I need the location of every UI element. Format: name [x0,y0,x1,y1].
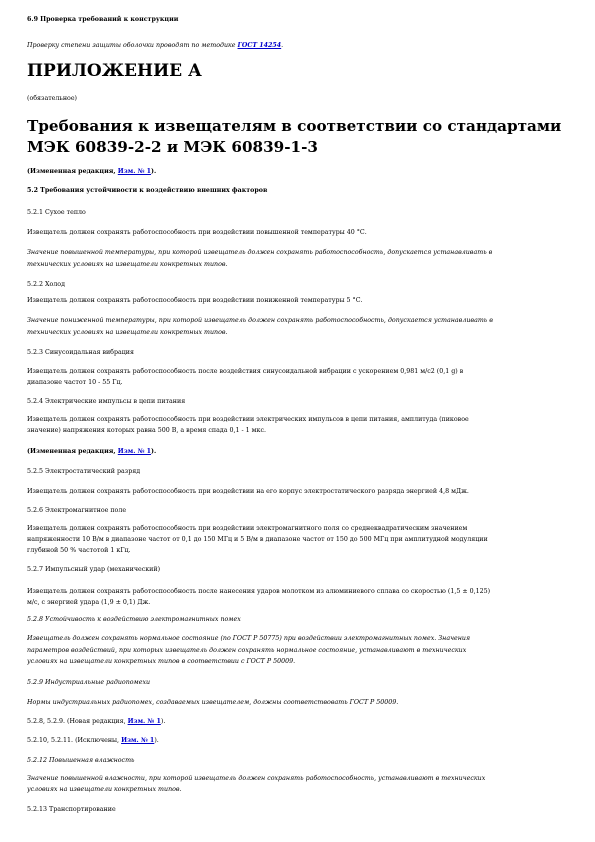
note-5-2-2-line-1: Значение пониженной температуры, при которой извещатель должен сохранять работоспособность, допускается устанавливать в [27,317,493,324]
subsection-heading-5-2-2: 5.2.2 Холод [27,281,65,288]
subsection-heading-5-2-7: 5.2.7 Импульсный удар (механический) [27,566,161,573]
note-5-2-2-line-2: технических условиях на извещатели конкретных типов. [27,329,228,336]
paragraph-5-2-2: Извещатель должен сохранять работоспособность при воздействии пониженной температуры 5 °С. [27,297,363,304]
paragraph-gost-14254 [27,40,567,53]
paragraph-5-2-8-line-1: Извещатель должен сохранять нормальное состояние (по ГОСТ Р 50775) при воздействии электромагнитных помех. Значения [27,635,471,642]
paragraph-5-2-8-line-2: параметров воздействий, при которых извещатель должен сохранять нормальное состояние, устанавливают в технических [27,647,467,654]
revision-note [27,735,567,748]
subsection-heading-5-2-9: 5.2.9 Индустриальные радиопомехи [27,679,151,686]
amendment-1-link[interactable]: Изм. № 1 [127,718,161,725]
subsection-heading-5-2-4: 5.2.4 Электрические импульсы в цепи питания [27,398,186,405]
paragraph-5-2-5: Извещатель должен сохранять работоспособность при воздействии на его корпус электростатического разряда энергией 4,8 мДж. [27,488,469,495]
paragraph-5-2-6-line-1: Извещатель должен сохранять работоспособность при воздействии электромагнитного поля со среднеквадратическим значением [27,525,468,532]
paragraph-5-2-8-line-3: условиях на извещатели конкретных типов в соответствии с ГОСТ Р 50009. [27,658,296,665]
subsection-heading-5-2-3: 5.2.3 Синусоидальная вибрация [27,349,134,356]
paragraph-5-2-1: Извещатель должен сохранять работоспособность при воздействии повышенной температуры 40 °С. [27,229,367,236]
paragraph-5-2-12-line-2: условиях на извещатели конкретных типов. [27,786,182,793]
paragraph-5-2-3-line-2: диапазоне частот 10 - 55 Гц. [27,379,123,386]
subsection-heading-5-2-12: 5.2.12 Повышенная влажность [27,757,135,764]
revision-text: (Измененная редакция, [27,168,118,175]
paragraph-text: . [281,42,284,49]
gost-14254-link[interactable]: ГОСТ 14254 [237,42,282,49]
amendment-1-link[interactable]: Изм. № 1 [117,448,152,455]
paragraph-5-2-4-line-1: Извещатель должен сохранять работоспособность при воздействии электрических импульсов в цепи питания, амплитуда (пиковое [27,416,469,423]
subsection-heading-5-2-13: 5.2.13 Транспортирование [27,806,116,813]
revision-text: (Измененная редакция, [27,448,118,455]
subsection-heading-5-2-8: 5.2.8 Устойчивость к воздействию электромагнитных помех [27,616,241,623]
revision-text: ). [151,168,157,175]
appendix-heading: ПРИЛОЖЕНИЕ А [27,61,202,81]
paragraph-5-2-4-line-2: значение) напряжения которых равна 500 В, а время спада 0,1 - 1 мкс. [27,427,266,434]
appendix-obligatory-note: (обязательное) [27,95,78,102]
note-5-2-1-line-1: Значение повышенной температуры, при которой извещатель должен сохранять работоспособность, допускается устанавливать в [27,249,493,256]
paragraph-5-2-3-line-1: Извещатель должен сохранять работоспособность после воздействия синусоидальной вибрации с ускорением 0,981 м/с2 (0,1 g) в [27,368,464,375]
revision-text: 5.2.10, 5.2.11. (Исключены, [27,737,122,744]
subsection-heading-5-2-1: 5.2.1 Сухое тепло [27,209,86,216]
subsection-heading-5-2-6: 5.2.6 Электромагнитное поле [27,507,127,514]
paragraph-5-2-9: Нормы индустриальных радиопомех, создаваемых извещателем, должны соответствовать ГОСТ Р 50009. [27,699,399,706]
revision-text: ). [160,718,166,725]
paragraph-5-2-6-line-3: глубиной 50 % частотой 1 кГц. [27,547,131,554]
appendix-title-line-2: МЭК 60839-2-2 и МЭК 60839-1-3 [27,138,318,156]
revision-note [27,716,567,729]
revision-note [27,446,567,459]
revision-text: ). [151,448,157,455]
revision-text: ). [154,737,159,744]
note-5-2-1-line-2: технических условиях на извещатели конкретных типов. [27,261,228,268]
paragraph-text: Проверку степени защиты оболочки проводят по методике [27,42,238,49]
revision-note [27,166,567,179]
paragraph-5-2-7-line-1: Извещатель должен сохранять работоспособность после нанесения ударов молотком из алюминиевого сплава со скоростью (1,5 ± 0,125) [27,588,491,595]
amendment-1-link[interactable]: Изм. № 1 [121,737,155,744]
subsection-heading-5-2-5: 5.2.5 Электростатический разряд [27,468,141,475]
section-heading-5-2: 5.2 Требования устойчивости к воздействию внешних факторов [27,187,268,194]
paragraph-5-2-6-line-2: напряженности 10 В/м в диапазоне частот от 0,1 до 150 МГц и 5 В/м в диапазоне частот от 150 до 500 МГц при амплитудной модуляции [27,536,488,543]
section-heading-6-9: 6.9 Проверка требований к конструкции [27,16,179,23]
appendix-title-line-1: Требования к извещателям в соответствии со стандартами [27,117,562,135]
revision-text: 5.2.8, 5.2.9. (Новая редакция, [27,718,128,725]
amendment-1-link[interactable]: Изм. № 1 [117,168,152,175]
paragraph-5-2-7-line-2: м/с, с энергией удара (1,9 ± 0,1) Дж. [27,599,151,606]
paragraph-5-2-12-line-1: Значение повышенной влажности, при которой извещатель должен сохранять работоспособность, устанавливают в технических [27,775,486,782]
